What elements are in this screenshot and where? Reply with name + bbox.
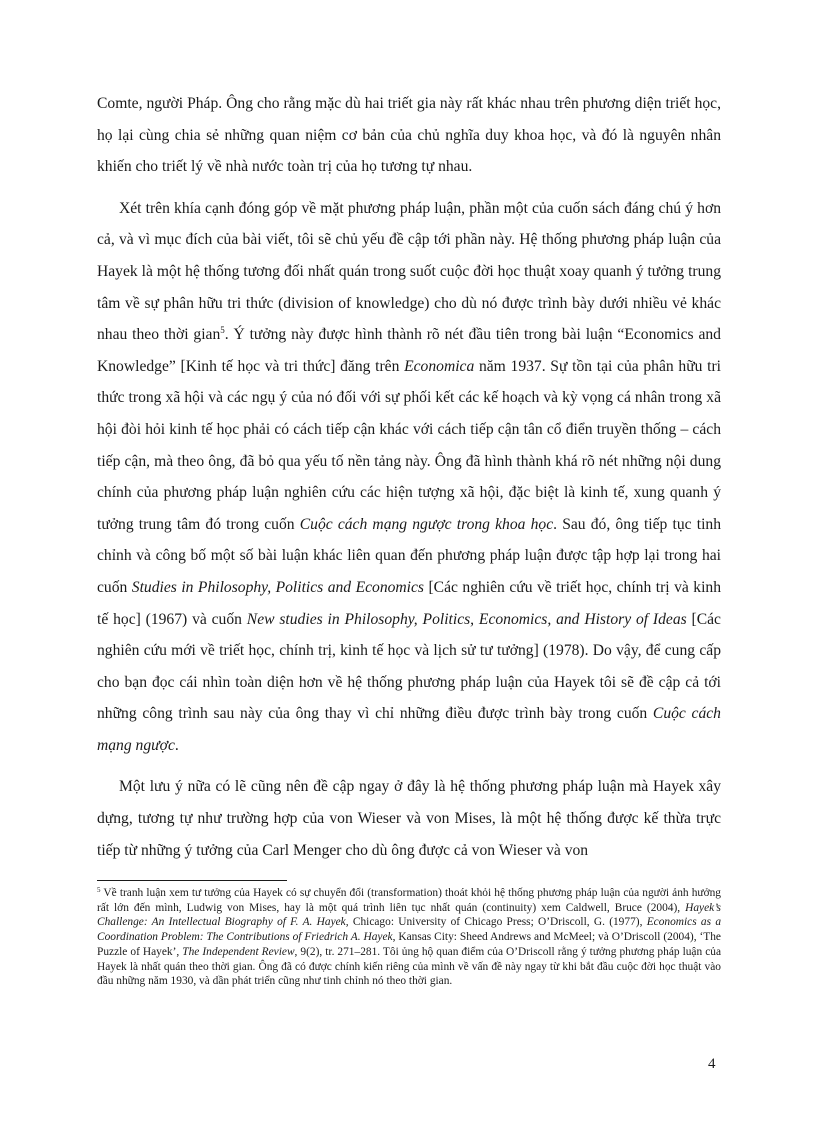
paragraph-2-italic: Studies in Philosophy, Politics and Economics xyxy=(131,578,425,596)
footnote-segment: , 9(2), tr. 271–281. Tôi ủng hộ quan điểm của O’Driscoll rằng ý tưởng phương pháp luận của Hayek là nhất quán theo thời gian. Ông đã có được chính kiến riêng của mình về vấn đề này ngay từ khi bắt đầu cuộc đời học thuật vào đầu những năm 1930, và dần phát triển cũng như tinh chỉnh nó theo thời gian. xyxy=(97,945,722,988)
paragraph-2-segment: [Các nghiên cứu mới về triết học, chính trị, kinh tế học và lịch sử tư tưởng] (1978). Do vậy, để cung cấp cho bạn đọc cái nhìn toàn diện hơn về hệ thống phương pháp luận của Hayek tôi sẽ đề cập cả tới những công trình sau này của ông thay vì chỉ những điều được trình bày trong cuốn xyxy=(97,610,721,723)
paragraph-1-segment: Comte, người Pháp. Ông cho rằng mặc dù hai triết gia này rất khác nhau trên phương diện triết học, họ lại cùng chia sẻ những quan niệm cơ bản của chủ nghĩa duy khoa học, và đó là nguyên nhân khiến cho triết lý về nhà nước toàn trị của họ tương tự nhau. xyxy=(97,95,721,176)
paragraph-2-segment: năm 1937. Sự tồn tại của phân hữu tri thức trong xã hội và các ngụ ý của nó đối với sự phối kết các kế hoạch và kỳ vọng cá nhân trong xã hội đòi hỏi kinh tế học phải có cách tiếp cận khác với cách tiếp cận tân cổ điển truyền thống – cách tiếp cận, mà theo ông, đã bỏ qua yếu tố nền tảng này. Ông đã hình thành khá rõ nét những nội dung chính của phương pháp luận nghiên cứu các hiện tượng xã hội, đặc biệt là kinh tế, xung quanh ý tưởng trung tâm đó trong cuốn xyxy=(97,357,722,533)
paragraph-3-segment: Một lưu ý nữa có lẽ cũng nên đề cập ngay ở đây là hệ thống phương pháp luận mà Hayek xây dựng, tương tự như trường hợp của von Wieser và von Mises, là một hệ thống được kế thừa trực tiếp từ những ý tưởng của Carl Menger cho dù ông được cả von Wieser và von xyxy=(97,778,721,859)
paragraph-2-segment: Xét trên khía cạnh đóng góp về mặt phương pháp luận, phần một của cuốn sách đáng chú ý hơn cả, và vì mục đích của bài viết, tôi sẽ chủ yếu đề cập tới phần này. Hệ thống phương pháp luận của Hayek là một hệ thống tương đối nhất quán trong suốt cuộc đời học thuật xoay quanh ý tưởng trung tâm về sự phân hữu tri thức (division of knowledge) cho dù nó được trình bày dưới nhiều vẻ khác nhau theo thời gian xyxy=(97,199,721,344)
footnote-segment: Chicago: University of Chicago Press; O’Driscoll, G. (1977), xyxy=(348,916,647,929)
footnote-5 xyxy=(97,886,721,989)
footnote-segment: Về tranh luận xem tư tưởng của Hayek có sự chuyển đổi (transformation) thoát khỏi hệ thống phương pháp luận của người ảnh hưởng rất lớn đến mình, Ludwig von Mises, hay là một quá trình liên tục nhất quán (continuity) xem Caldwell, Bruce (2004), xyxy=(97,887,721,914)
paragraph-3 xyxy=(97,771,721,866)
footnote-italic: Economics as a Coordination Problem: The Contributions of Friedrich A. Hayek xyxy=(97,916,722,944)
footnote-separator xyxy=(97,880,287,881)
footnote-marker: 5 xyxy=(97,886,101,894)
page-number: 4 xyxy=(708,1056,716,1072)
paragraph-2-segment: [Các nghiên cứu về triết học, chính trị và kinh tế học] (1967) và cuốn xyxy=(97,578,722,628)
paragraph-2-italic: Cuộc cách mạng ngược xyxy=(97,705,721,754)
paragraph-1 xyxy=(97,88,721,183)
paragraph-2-italic: Economica xyxy=(404,357,475,375)
paragraph-2 xyxy=(97,193,721,762)
paragraph-2-segment: . Sau đó, ông tiếp tục tinh chỉnh và công bố một số bài luận khác liên quan đến phương pháp luận được tập hợp lại trong hai cuốn xyxy=(97,515,721,596)
paragraph-2-segment: . Ý tưởng này được hình thành rõ nét đầu tiên trong bài luận “Economics and Knowledge” [Kinh tế học và tri thức] đăng trên xyxy=(97,326,721,375)
paragraph-2-italic: New studies in Philosophy, Politics, Economics, and History of Ideas xyxy=(246,610,687,628)
footnote-segment: , Kansas City: Sheed Andrews and McMeel; và O’Driscoll (2004), ‘The Puzzle of Hayek’, xyxy=(97,931,721,958)
body-text xyxy=(97,88,721,876)
paragraph-2-segment: . xyxy=(174,736,179,754)
footnote-reference: 5 xyxy=(220,325,225,336)
footnote-italic: The Independent Review xyxy=(182,945,295,958)
footnote-italic: Hayek’s Challenge: An Intellectual Biography of F. A. Hayek, xyxy=(97,901,721,929)
paragraph-2-italic: Cuộc cách mạng ngược trong khoa học xyxy=(299,515,554,533)
